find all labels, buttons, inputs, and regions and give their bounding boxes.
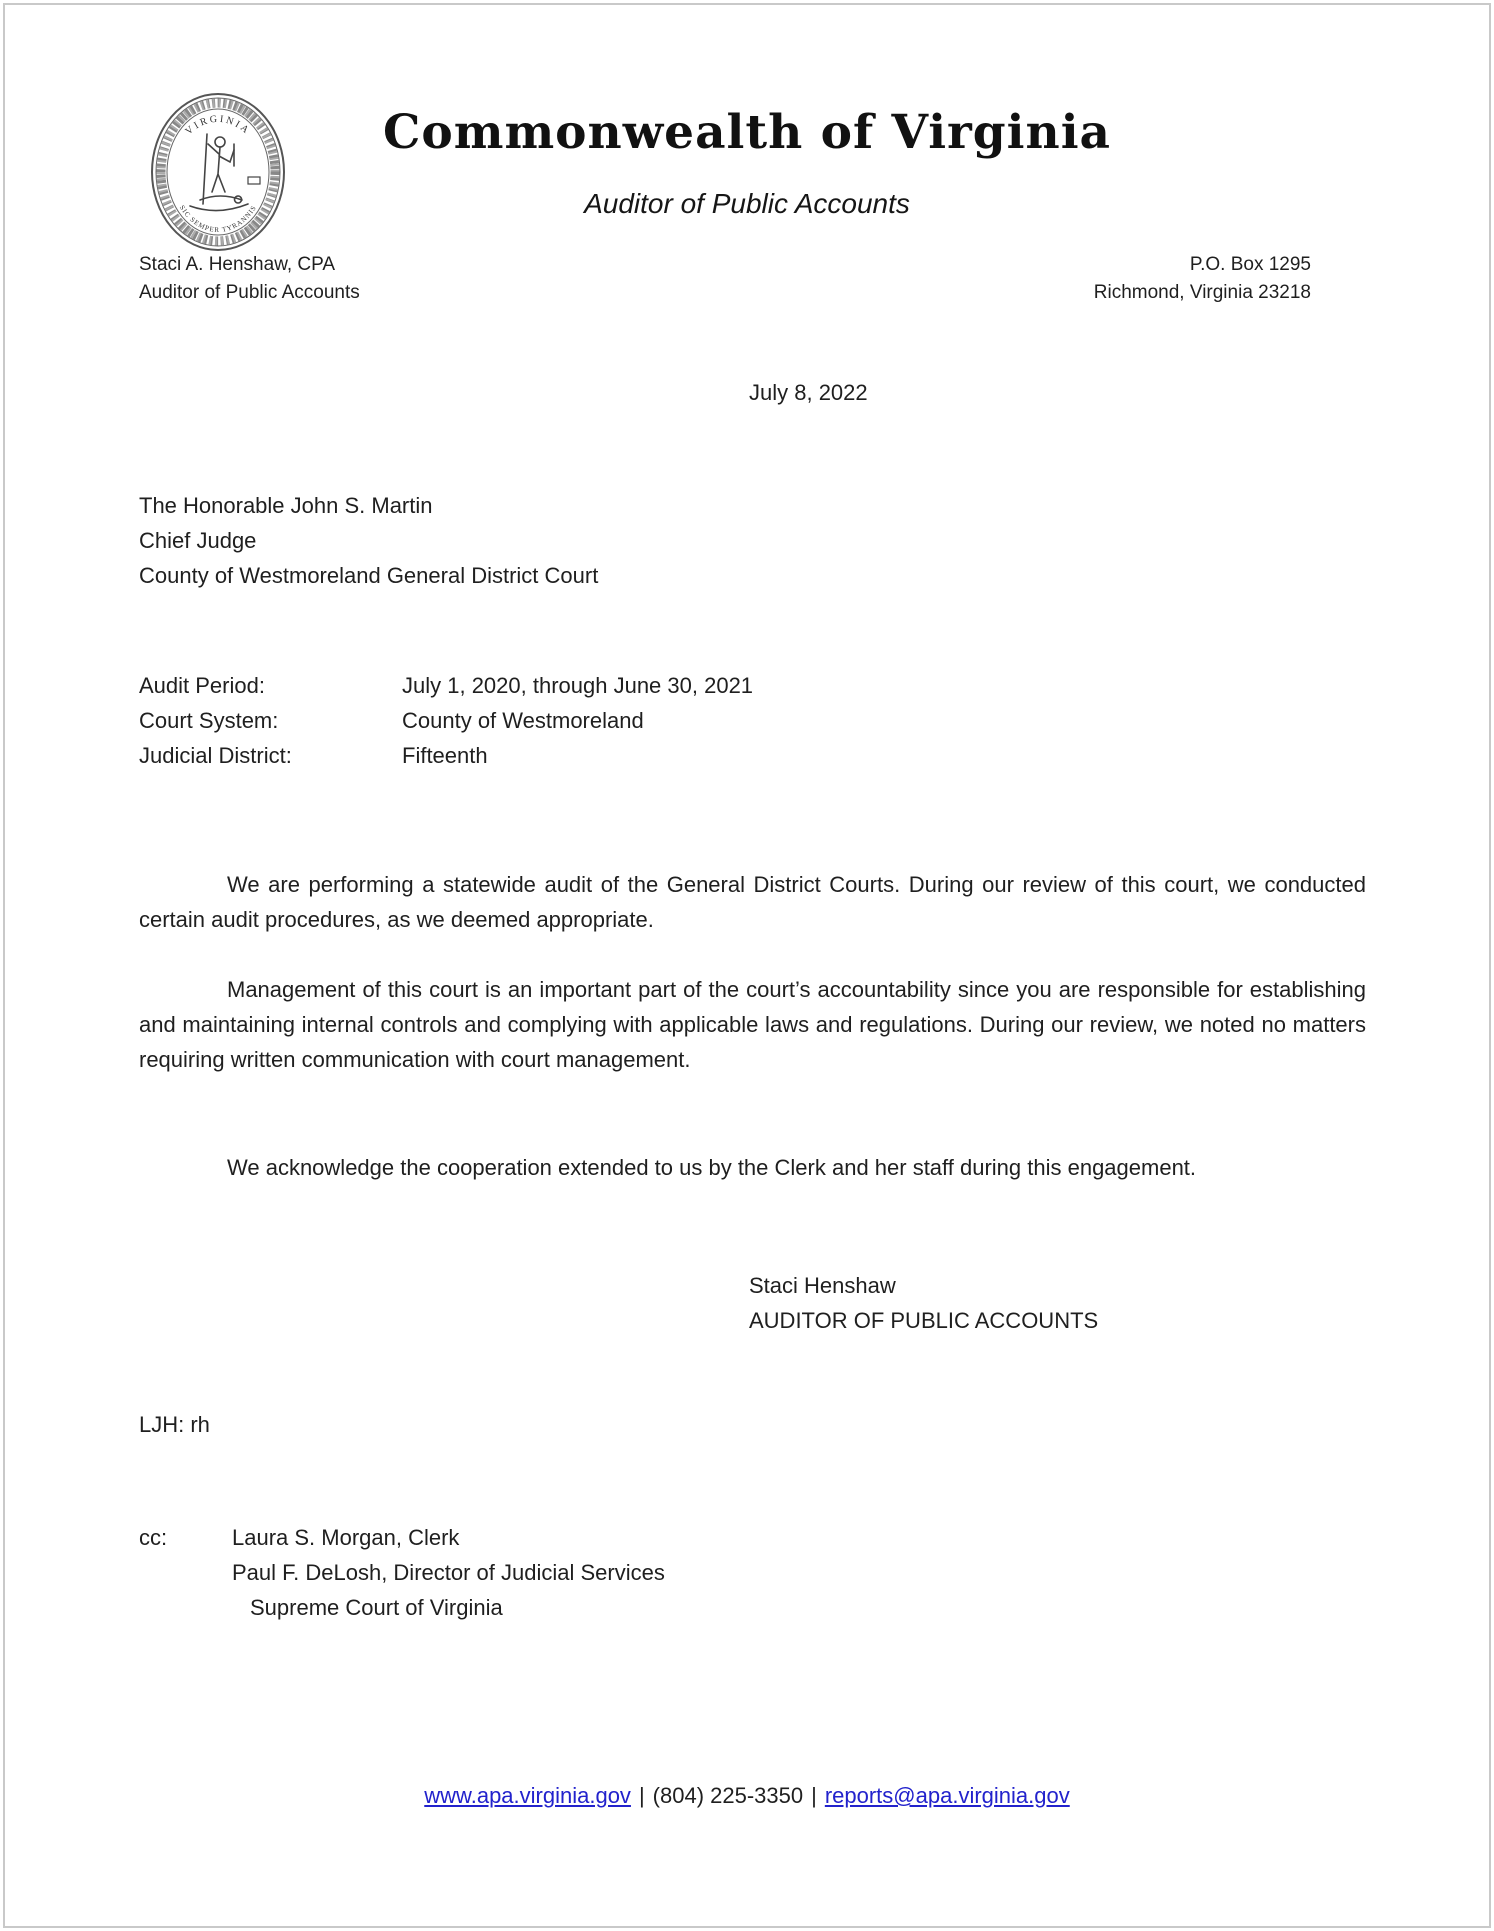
signature-block xyxy=(749,1268,1098,1338)
recipient-title: Chief Judge xyxy=(139,528,257,553)
cc-item: Paul F. DeLosh, Director of Judicial Services xyxy=(232,1560,665,1585)
audit-period-label: Audit Period: xyxy=(139,673,265,698)
judicial-district-value: Fifteenth xyxy=(402,743,488,768)
org-title: Commonwealth of Virginia xyxy=(382,105,1112,160)
phone-number: (804) 225-3350 xyxy=(652,1783,804,1808)
website-link[interactable]: www.apa.virginia.gov xyxy=(424,1783,631,1808)
body-paragraph-2: Management of this court is an important part of the court’s accountability since you are responsible for establishing and maintaining internal controls and complying with applicable laws and regulations. During our review, we noted no matters requiring written communication with court management. xyxy=(139,977,1366,1072)
judicial-district-row xyxy=(139,738,753,773)
org-subtitle: Auditor of Public Accounts xyxy=(584,188,910,219)
header-contact-left xyxy=(139,251,360,307)
svg-text:SIC SEMPER TYRANNIS: SIC SEMPER TYRANNIS xyxy=(177,203,259,235)
recipient-block xyxy=(139,488,598,593)
cc-list xyxy=(232,1520,665,1625)
court-system-label: Court System: xyxy=(139,708,279,733)
reference-initials: LJH: rh xyxy=(139,1412,210,1437)
header-contact-right xyxy=(1094,251,1311,307)
cc-block xyxy=(139,1520,665,1625)
judicial-district-label: Judicial District: xyxy=(139,743,292,768)
letter-date: July 8, 2022 xyxy=(749,380,868,405)
audit-info-table xyxy=(139,668,753,773)
court-system-value: County of Westmoreland xyxy=(402,708,644,733)
cc-item: Laura S. Morgan, Clerk xyxy=(232,1525,460,1550)
po-box: P.O. Box 1295 xyxy=(1189,254,1311,275)
signature-name: Staci Henshaw xyxy=(749,1273,896,1298)
body-paragraph-3: We acknowledge the cooperation extended to us by the Clerk and her staff during this engagement. xyxy=(227,1155,1197,1180)
auditor-name: Staci A. Henshaw, CPA xyxy=(139,254,336,275)
auditor-title: Auditor of Public Accounts xyxy=(139,282,360,303)
email-link[interactable]: reports@apa.virginia.gov xyxy=(824,1783,1070,1808)
cc-item: Supreme Court of Virginia xyxy=(250,1595,503,1620)
body-paragraph-1: We are performing a statewide audit of the General District Courts. During our review of this court, we conducted certain audit procedures, as we deemed appropriate. xyxy=(139,872,1366,932)
audit-period-row xyxy=(139,668,753,703)
footer xyxy=(5,1783,1489,1809)
cc-label: cc: xyxy=(139,1525,168,1550)
footer-separator: | xyxy=(638,1783,645,1808)
court-system-row xyxy=(139,703,753,738)
recipient-name: The Honorable John S. Martin xyxy=(139,493,433,518)
city-state-zip: Richmond, Virginia 23218 xyxy=(1093,282,1311,303)
signature-title: AUDITOR OF PUBLIC ACCOUNTS xyxy=(749,1308,1099,1333)
audit-period-value: July 1, 2020, through June 30, 2021 xyxy=(402,673,754,698)
letter-page xyxy=(3,3,1491,1928)
svg-text:VIRGINIA: VIRGINIA xyxy=(183,113,253,138)
recipient-court: County of Westmoreland General District Court xyxy=(139,563,599,588)
footer-separator: | xyxy=(811,1783,817,1808)
